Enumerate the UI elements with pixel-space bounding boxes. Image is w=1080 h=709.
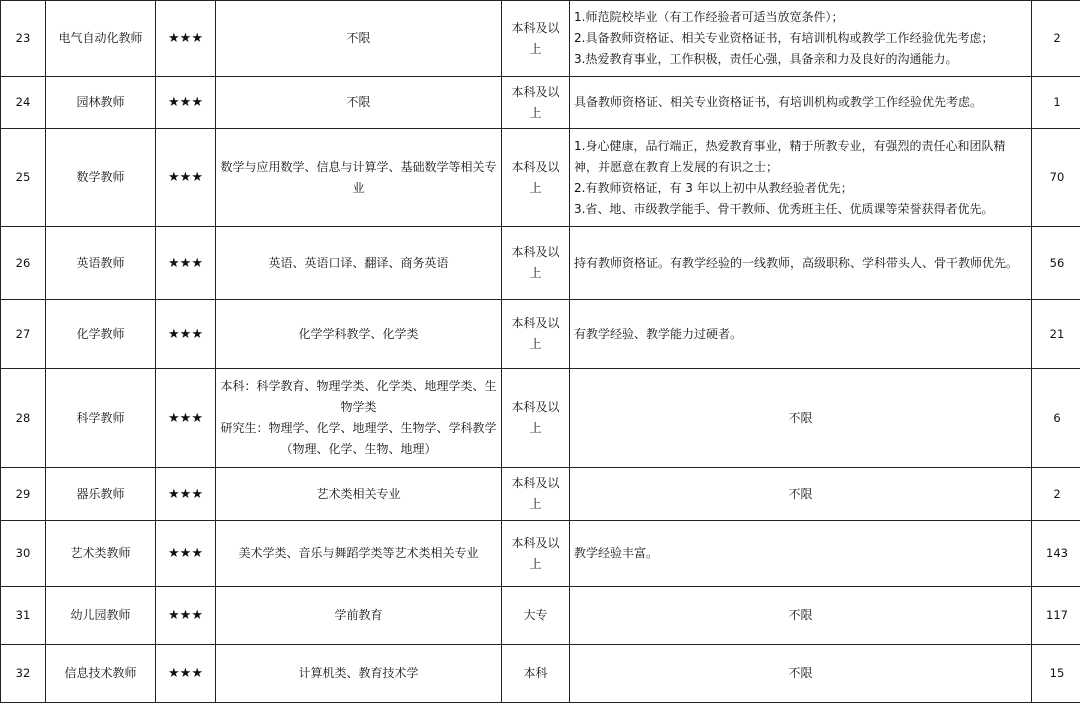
row-number: 27 bbox=[1, 300, 46, 369]
other-requirements-line: 2.具备教师资格证、相关专业资格证书，有培训机构或教学工作经验优先考虑； bbox=[574, 31, 994, 45]
major-requirement-line: 数学与应用数学、信息与计算学、基础数学等相关专业 bbox=[220, 159, 497, 195]
education-requirement: 本科及以上 bbox=[502, 129, 570, 227]
position-name: 化学教师 bbox=[46, 300, 156, 369]
other-requirements bbox=[570, 1, 1032, 77]
position-name: 数学教师 bbox=[46, 129, 156, 227]
other-requirements bbox=[570, 587, 1032, 645]
row-number: 29 bbox=[1, 468, 46, 521]
row-number: 25 bbox=[1, 129, 46, 227]
other-requirements-line: 不限 bbox=[788, 410, 813, 425]
position-name: 英语教师 bbox=[46, 227, 156, 300]
rating-stars: ★★★ bbox=[156, 369, 216, 468]
rating-stars: ★★★ bbox=[156, 468, 216, 521]
other-requirements-line: 不限 bbox=[788, 666, 813, 680]
rating-stars: ★★★ bbox=[156, 645, 216, 703]
other-requirements-line: 持有教师资格证。有教学经验的一线教师，高级职称、学科带头人、骨干教师优先。 bbox=[574, 255, 1019, 270]
table-row bbox=[1, 521, 1080, 587]
position-name: 科学教师 bbox=[46, 369, 156, 468]
headcount: 6 bbox=[1032, 369, 1080, 468]
headcount: 143 bbox=[1032, 521, 1080, 587]
headcount: 2 bbox=[1032, 468, 1080, 521]
table-row bbox=[1, 369, 1080, 468]
major-requirement-line: 不限 bbox=[346, 31, 371, 45]
row-number: 28 bbox=[1, 369, 46, 468]
row-number: 24 bbox=[1, 77, 46, 129]
table-body bbox=[1, 1, 1080, 703]
major-requirement bbox=[216, 1, 502, 77]
other-requirements bbox=[570, 227, 1032, 300]
major-requirement bbox=[216, 587, 502, 645]
headcount: 15 bbox=[1032, 645, 1080, 703]
major-requirement bbox=[216, 521, 502, 587]
other-requirements-line: 1.身心健康，品行端正，热爱教育事业，精于所教专业，有强烈的责任心和团队精神，并愿意在教育上发展的有识之士； bbox=[574, 138, 1006, 174]
other-requirements-line: 不限 bbox=[788, 486, 813, 501]
major-requirement bbox=[216, 77, 502, 129]
headcount: 21 bbox=[1032, 300, 1080, 369]
other-requirements-line: 3.省、地、市级教学能手、骨干教师、优秀班主任、优质课等荣誉获得者优先。 bbox=[574, 201, 994, 216]
table-row bbox=[1, 77, 1080, 129]
table-row bbox=[1, 645, 1080, 703]
major-requirement bbox=[216, 300, 502, 369]
other-requirements bbox=[570, 521, 1032, 587]
education-requirement: 本科及以上 bbox=[502, 1, 570, 77]
row-number: 26 bbox=[1, 227, 46, 300]
headcount: 1 bbox=[1032, 77, 1080, 129]
rating-stars: ★★★ bbox=[156, 227, 216, 300]
position-name: 艺术类教师 bbox=[46, 521, 156, 587]
table-row bbox=[1, 468, 1080, 521]
other-requirements bbox=[570, 300, 1032, 369]
table-row bbox=[1, 227, 1080, 300]
position-name: 电气自动化教师 bbox=[46, 1, 156, 77]
headcount: 117 bbox=[1032, 587, 1080, 645]
education-requirement: 本科及以上 bbox=[502, 468, 570, 521]
position-name: 器乐教师 bbox=[46, 468, 156, 521]
other-requirements bbox=[570, 129, 1032, 227]
major-requirement bbox=[216, 645, 502, 703]
table-row bbox=[1, 129, 1080, 227]
major-requirement bbox=[216, 227, 502, 300]
row-number: 23 bbox=[1, 1, 46, 77]
other-requirements-line: 2.有教师资格证，有 3 年以上初中从教经验者优先； bbox=[574, 180, 853, 195]
table-row bbox=[1, 1, 1080, 77]
major-requirement-line: 英语、英语口译、翻译、商务英语 bbox=[268, 255, 449, 270]
headcount: 70 bbox=[1032, 129, 1080, 227]
major-requirement-line: 研究生：物理学、化学、地理学、生物学、学科教学（物理、化学、生物、地理） bbox=[220, 421, 497, 456]
education-requirement: 本科 bbox=[502, 645, 570, 703]
education-requirement: 本科及以上 bbox=[502, 521, 570, 587]
rating-stars: ★★★ bbox=[156, 77, 216, 129]
education-requirement: 本科及以上 bbox=[502, 300, 570, 369]
education-requirement: 本科及以上 bbox=[502, 77, 570, 129]
table-row bbox=[1, 587, 1080, 645]
major-requirement bbox=[216, 468, 502, 521]
other-requirements bbox=[570, 77, 1032, 129]
headcount: 2 bbox=[1032, 1, 1080, 77]
rating-stars: ★★★ bbox=[156, 129, 216, 227]
major-requirement-line: 化学学科教学、化学类 bbox=[298, 326, 419, 341]
other-requirements-line: 具备教师资格证、相关专业资格证书，有培训机构或教学工作经验优先考虑。 bbox=[574, 95, 983, 109]
position-name: 幼儿园教师 bbox=[46, 587, 156, 645]
row-number: 30 bbox=[1, 521, 46, 587]
other-requirements-line: 不限 bbox=[788, 608, 813, 622]
rating-stars: ★★★ bbox=[156, 1, 216, 77]
other-requirements-line: 教学经验丰富。 bbox=[574, 546, 659, 560]
rating-stars: ★★★ bbox=[156, 300, 216, 369]
major-requirement-line: 不限 bbox=[346, 95, 371, 109]
position-name: 园林教师 bbox=[46, 77, 156, 129]
education-requirement: 本科及以上 bbox=[502, 227, 570, 300]
major-requirement-line: 学前教育 bbox=[334, 608, 383, 622]
education-requirement: 本科及以上 bbox=[502, 369, 570, 468]
education-requirement: 大专 bbox=[502, 587, 570, 645]
table-row bbox=[1, 300, 1080, 369]
other-requirements-line: 3.热爱教育事业，工作积极，责任心强，具备亲和力及良好的沟通能力。 bbox=[574, 52, 958, 66]
major-requirement bbox=[216, 369, 502, 468]
major-requirement-line: 美术学类、音乐与舞蹈学类等艺术类相关专业 bbox=[238, 546, 479, 560]
headcount: 56 bbox=[1032, 227, 1080, 300]
major-requirement-line: 计算机类、教育技术学 bbox=[298, 666, 419, 680]
row-number: 31 bbox=[1, 587, 46, 645]
major-requirement-line: 艺术类相关专业 bbox=[316, 486, 401, 501]
other-requirements bbox=[570, 369, 1032, 468]
other-requirements bbox=[570, 645, 1032, 703]
other-requirements-line: 有教学经验、教学能力过硬者。 bbox=[574, 326, 743, 341]
other-requirements bbox=[570, 468, 1032, 521]
row-number: 32 bbox=[1, 645, 46, 703]
major-requirement-line: 本科：科学教育、物理学类、化学类、地理学类、生物学类 bbox=[220, 379, 497, 414]
position-name: 信息技术教师 bbox=[46, 645, 156, 703]
rating-stars: ★★★ bbox=[156, 521, 216, 587]
other-requirements-line: 1.师范院校毕业（有工作经验者可适当放宽条件）； bbox=[574, 10, 844, 24]
rating-stars: ★★★ bbox=[156, 587, 216, 645]
major-requirement bbox=[216, 129, 502, 227]
